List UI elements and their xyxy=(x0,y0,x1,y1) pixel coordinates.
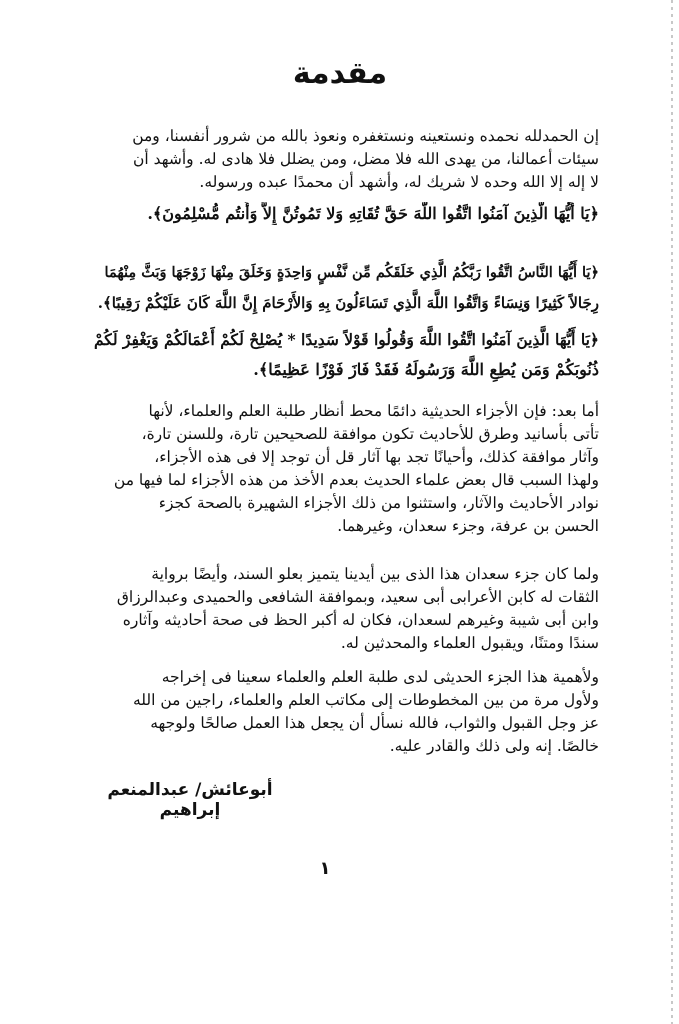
verse-line: ذُنُوبَكُمْ وَمَن يُطِعِ اللَّهَ وَرَسُولَهُ فَقَدْ فَازَ فَوْزًا عَظِيمًا﴾. xyxy=(253,360,599,379)
text-line: عز وجل القبول والثواب، فالله نسأل أن يجعل هذا العمل صالحًا ولوجهه xyxy=(150,714,599,732)
text-line: خالصًا. إنه ولى ذلك والقادر عليه. xyxy=(389,737,599,755)
text-line: نوادر الأحاديث والآثار، واستثنوا من ذلك الأجزاء الشهيرة بالصحة كجزء xyxy=(158,494,599,512)
scan-edge-border xyxy=(671,0,673,1024)
verse-line: رِجَالاً كَثِيرًا وَنِسَاءً وَاتَّقُوا اللَّهَ الَّذِي تَسَاءَلُونَ بِهِ وَالأَرْحَامَ إِنَّ اللَّهَ كَانَ عَلَيْكُمْ رَقِيبًا﴾. xyxy=(97,294,599,312)
text-line: الحسن بن عرفة، وجزء سعدان، وغيرهما. xyxy=(337,517,599,535)
verse-line: ﴿يَا أَيُّهَا الَّذِينَ آمَنُوا اتَّقُوا اللَّهَ وَقُولُوا قَوْلاً سَدِيدًا * يُصْلِحْ لَكُمْ أَعْمَالَكُمْ وَيَغْفِرْ لَكُمْ xyxy=(93,330,599,349)
text-line: ولأول مرة من بين المخطوطات إلى مكاتب العلم والعلماء، راجين من الله xyxy=(132,691,599,709)
quran-verse-2 xyxy=(92,258,599,318)
text-line: وآثار موافقة كذلك، وأحيانًا تجد بها آثار قل أن توجد إلا فى هذه الأجزاء، xyxy=(154,448,599,466)
author-signature: أبوعائش/ عبدالمنعم إبراهيم xyxy=(107,780,273,820)
text-line: لا إله إلا الله وحده لا شريك له، وأشهد أن محمدًا عبده ورسوله. xyxy=(199,173,599,191)
verse-line: ﴿يَا أَيُّهَا الَّذِينَ آمَنُوا اتَّقُوا اللَّهَ حَقَّ تُقَاتِهِ وَلا تَمُوتُنَّ إِلاَّ وَأَنتُم مُّسْلِمُونَ﴾. xyxy=(147,204,599,223)
text-line: ولما كان جزء سعدان هذا الذى بين أيدينا يتميز بعلو السند، وأيضًا برواية xyxy=(151,565,599,583)
paragraph-opening xyxy=(92,125,599,194)
text-line: أما بعد: فإن الأجزاء الحديثية دائمًا محط أنظار طلبة العلم والعلماء، لأنها xyxy=(148,402,599,420)
text-line: وابن أبى شيبة وغيرهم لسعدان، فكان له أكبر الحظ فى صحة أحاديثه وآثاره xyxy=(122,611,599,629)
text-line: ولهذا السبب قال بعض علماء الحديث بعدم الأخذ من هذه الأجزاء لما فيها من xyxy=(113,471,599,489)
text-line: الثقات له كابن الأعرابى أبى سعيد، وبموافقة الشافعى والحميدى وعبدالرزاق xyxy=(116,588,599,606)
text-line: ولأهمية هذا الجزء الحديثى لدى طلبة العلم والعلماء سعينا فى إخراجه xyxy=(161,668,599,686)
verse-line: ﴿يَا أَيُّهَا النَّاسُ اتَّقُوا رَبَّكُمُ الَّذِي خَلَقَكُم مِّن نَّفْسٍ وَاحِدَةٍ وَخَلَقَ مِنْهَا زَوْجَهَا وَبَثَّ مِنْهُمَا xyxy=(104,264,599,281)
paragraph-saadan xyxy=(92,563,599,655)
page-heading: مقدمة xyxy=(292,56,388,91)
quran-verse-3 xyxy=(92,325,599,385)
text-line: إن الحمدلله نحمده ونستعينه ونستغفره ونعوذ بالله من شرور أنفسنا، ومن xyxy=(132,127,599,145)
text-line: سندًا ومتنًا، ويقبول العلماء والمحدثين له. xyxy=(340,634,599,652)
quran-verse-1 xyxy=(92,202,599,225)
page-number: ١ xyxy=(319,858,331,879)
paragraph-importance xyxy=(92,666,599,758)
text-line: سيئات أعمالنا، من يهدى الله فلا مضل، ومن يضلل فلا هادى له. وأشهد أن xyxy=(132,150,599,168)
text-line: تأتى بأسانيد وطرق للأحاديث تكون موافقة للصحيحين تارة، وللسنن تارة، xyxy=(141,425,599,443)
paragraph-amma-baad xyxy=(92,400,599,538)
